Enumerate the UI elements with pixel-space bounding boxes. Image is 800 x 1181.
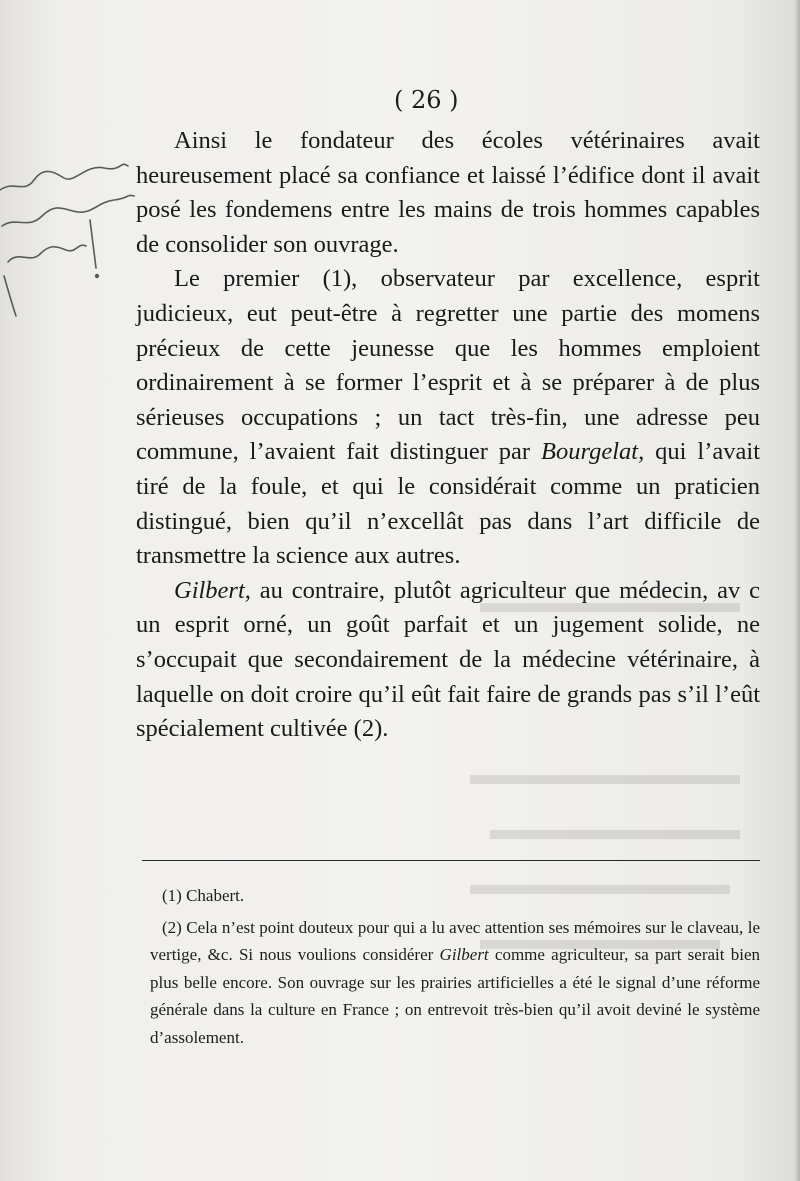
main-text xyxy=(136,124,760,747)
footnotes xyxy=(150,882,760,1051)
name-gilbert: Gilbert, xyxy=(174,576,251,604)
paragraph-3 xyxy=(136,574,760,747)
name-bourgelat: Bourgelat, xyxy=(541,438,645,466)
paragraph-2-text-start: Le premier (1), observateur par excellence, esprit judicieux, eut peut-être à regretter une partie des momens précieux de cette jeunesse que les hommes emploient ordinairement à se former l’esprit et à se préparer à de plus sérieuses occupations ; un tact très-fin, une adresse peu commune, l’avaient fait distinguer par xyxy=(136,265,760,466)
page-number: ( 26 ) xyxy=(394,86,459,114)
footnote-2-italic-gilbert: Gilbert xyxy=(439,945,489,964)
footnote-1: (1) Chabert. xyxy=(162,886,245,905)
paragraph-3-text: au contraire, plutôt agriculteur que médecin, av c un esprit orné, un goût parfait et un jugement solide, ne s’occupait que secondairement de la médecine vétérinaire, à laquelle on doit croire qu’il eût fait faire de grands pas s’il l’eût spécialement cultivée (2). xyxy=(136,576,760,743)
footnote-separator xyxy=(142,860,760,861)
paragraph-2 xyxy=(136,262,760,573)
handwritten-margin-annotation xyxy=(0,150,154,330)
paragraph-2-text-end: qui l’avait tiré de la foule, et qui le considérait comme un praticien distingué, bien qu’il n’excellât pas dans l’art difficile de transmettre la science aux autres. xyxy=(136,438,761,570)
footnote-2 xyxy=(150,914,760,1052)
page-edge-shadow xyxy=(794,0,800,1181)
footnote-2-text-end: comme agriculteur, sa part serait bien plus belle encore. Son ouvrage sur les prairies artificielles a été le signal d’une réforme générale dans la culture en France ; on entrevoit très-bien qu’il avoit deviné le système d’assolement. xyxy=(150,945,760,1047)
paragraph-1: Ainsi le fondateur des écoles vétérinaires avait heureusement placé sa confiance et laissé l’édifice dont il avait posé les fondemens entre les mains de trois hommes capables de consolider son ouvrage. xyxy=(136,127,760,258)
footnote-2-text-start: (2) Cela n’est point douteux pour qui a lu avec attention ses mémoires sur le claveau, le vertige, &c. Si nous voulions considérer xyxy=(150,917,760,964)
